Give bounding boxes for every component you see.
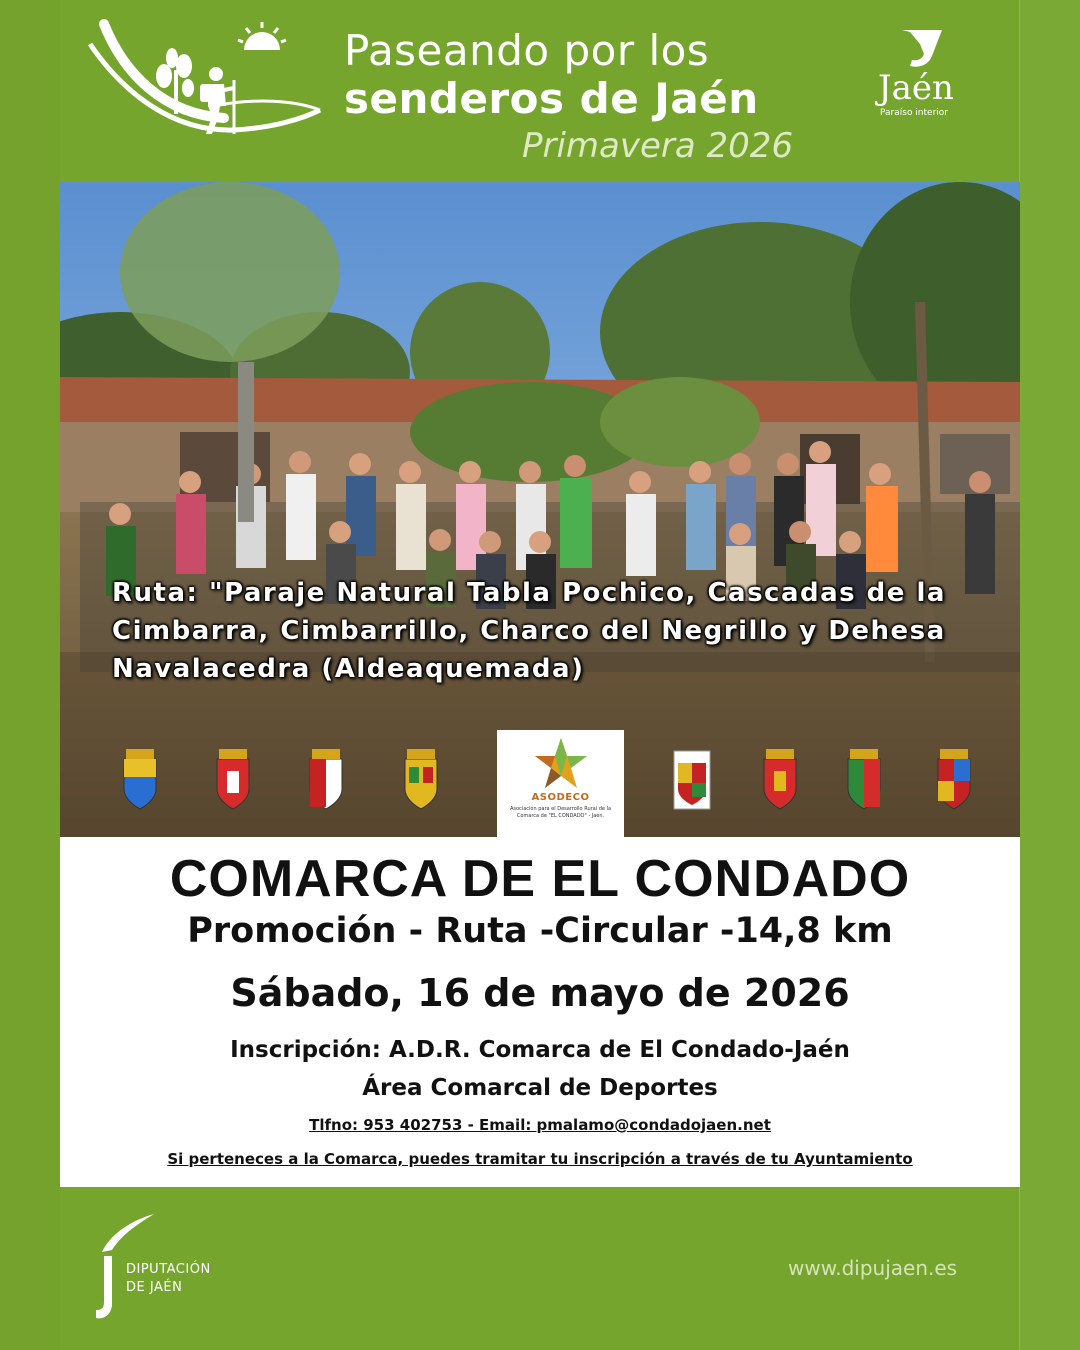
website-link[interactable]: www.dipujaen.es — [788, 1256, 958, 1280]
crest-icon — [120, 749, 160, 811]
crest-icon — [934, 749, 974, 811]
asodeco-name: ASODECO — [531, 792, 590, 803]
crest-icon — [306, 749, 346, 811]
left-band — [0, 0, 60, 1350]
asodeco-description: Asociación para el Desarrollo Rural de la Comarca de "EL CONDADO" - Jaén. — [509, 806, 612, 819]
crest-icon — [760, 749, 800, 811]
header — [0, 0, 1080, 182]
asodeco-logo — [497, 730, 624, 837]
asodeco-star-icon — [531, 738, 591, 790]
header-season: Primavera 2026 — [522, 126, 794, 166]
event-info-panel — [60, 837, 1020, 1187]
event-date: Sábado, 16 de mayo de 2026 — [230, 971, 850, 1015]
diputacion-logo — [92, 1212, 252, 1322]
jaen-brand-logo — [874, 30, 974, 126]
route-description: Ruta: "Paraje Natural Tabla Pochico, Cascadas de la Cimbarra, Cimbarrillo, Charco del Negrillo y Dehesa Navalacedra (Aldeaquemada) — [112, 578, 946, 684]
crest-icon — [213, 749, 253, 811]
header-title-line2: senderos de Jaén — [344, 74, 759, 123]
sports-area: Área Comarcal de Deportes — [362, 1075, 718, 1101]
inscription-info: Inscripción: A.D.R. Comarca de El Condado-Jaén — [230, 1037, 850, 1063]
crest-icon — [844, 749, 884, 811]
crest-icon — [672, 749, 712, 811]
group-photo — [60, 182, 1020, 837]
right-band — [1019, 0, 1080, 1350]
header-title-line1: Paseando por los — [344, 26, 710, 75]
registration-note: Si perteneces a la Comarca, puedes tramitar tu inscripción a través de tu Ayuntamiento — [167, 1150, 913, 1168]
diputacion-name-line1: DIPUTACIÓN — [126, 1262, 211, 1277]
jaen-brand-tagline: Paraíso interior — [880, 108, 948, 118]
jaen-brand-word: Jaén — [878, 68, 954, 108]
comarca-title: COMARCA DE EL CONDADO — [169, 850, 911, 908]
contact-info: Tlfno: 953 402753 - Email: pmalamo@condadojaen.net — [309, 1116, 771, 1134]
route-promo: Promoción - Ruta -Circular -14,8 km — [187, 911, 893, 951]
jaen-mark-icon — [902, 30, 942, 68]
diputacion-name-line2: DE JAÉN — [126, 1280, 183, 1295]
hiker-logo-icon — [84, 14, 324, 142]
crest-icon — [401, 749, 441, 811]
